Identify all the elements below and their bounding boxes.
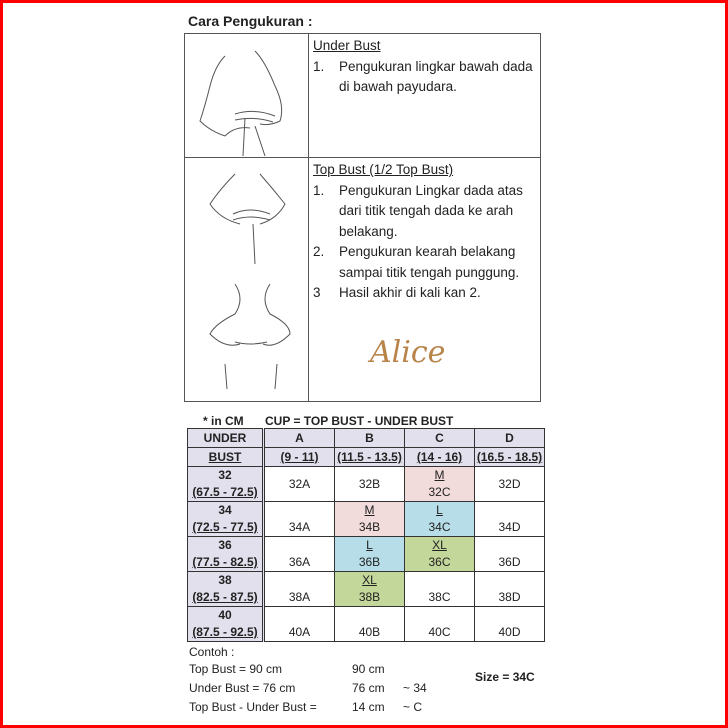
size-cell bbox=[264, 467, 335, 502]
example-line-label: Top Bust = 90 cm bbox=[189, 662, 283, 676]
example-line-value: 76 cm bbox=[352, 681, 385, 695]
garment-size: M bbox=[364, 503, 375, 517]
size-cell bbox=[405, 467, 475, 502]
header-cell: UNDER bbox=[188, 429, 264, 448]
step-number: 1. bbox=[313, 182, 325, 198]
size-cell bbox=[264, 502, 335, 537]
bra-size: 32B bbox=[358, 476, 381, 491]
under-bust-cell bbox=[188, 537, 264, 572]
size-cell bbox=[335, 537, 405, 572]
bra-size: 34C bbox=[428, 520, 451, 534]
header-cell: B bbox=[335, 429, 405, 448]
page-title: Cara Pengukuran : bbox=[188, 13, 313, 29]
top-bust-illustration bbox=[195, 164, 300, 394]
example-label: Contoh : bbox=[189, 645, 235, 659]
under-bust-heading: Under Bust bbox=[313, 38, 381, 53]
band-range: (72.5 - 77.5) bbox=[192, 520, 258, 534]
size-cell bbox=[335, 572, 405, 607]
table-row bbox=[188, 467, 545, 502]
header-cell: (14 - 16) bbox=[405, 448, 475, 467]
size-cell bbox=[405, 572, 475, 607]
bra-size: 32A bbox=[288, 476, 311, 491]
size-cell bbox=[264, 537, 335, 572]
size-cell bbox=[335, 607, 405, 642]
header-cell: (11.5 - 13.5) bbox=[335, 448, 405, 467]
header-cell: BUST bbox=[188, 448, 264, 467]
garment-size: L bbox=[436, 503, 443, 517]
under-bust-illustration bbox=[195, 46, 300, 156]
under-bust-cell bbox=[188, 502, 264, 537]
header-row bbox=[188, 448, 545, 467]
bra-size: 36C bbox=[428, 555, 451, 569]
example-result: Size = 34C bbox=[475, 670, 535, 684]
band-size: 32 bbox=[218, 468, 232, 482]
list-item bbox=[313, 57, 538, 98]
example-line-label: Under Bust = 76 cm bbox=[189, 681, 296, 695]
divider bbox=[308, 34, 309, 401]
step-text: Pengukuran kearah belakang sampai titik tengah punggung. bbox=[339, 244, 520, 280]
measurement-guide-box bbox=[184, 33, 541, 402]
size-cell bbox=[475, 467, 545, 502]
bra-size: 32D bbox=[498, 476, 521, 491]
list-item bbox=[313, 283, 538, 304]
bra-size: 34B bbox=[358, 520, 381, 534]
band-range: (82.5 - 87.5) bbox=[192, 590, 258, 604]
under-bust-cell bbox=[188, 467, 264, 502]
bra-size: 38D bbox=[498, 590, 521, 604]
bra-size: 36A bbox=[288, 555, 311, 569]
size-cell bbox=[335, 502, 405, 537]
step-number: 1. bbox=[313, 58, 325, 74]
step-text: Pengukuran Lingkar dada atas dari titik tengah dada ke arah belakang. bbox=[339, 182, 523, 239]
size-cell bbox=[475, 502, 545, 537]
step-number: 3 bbox=[313, 285, 321, 300]
table-row bbox=[188, 502, 545, 537]
step-number: 2. bbox=[313, 244, 325, 259]
bra-size: 36D bbox=[498, 555, 521, 569]
header-cell: (9 - 11) bbox=[264, 448, 335, 467]
size-cell bbox=[475, 537, 545, 572]
size-cell bbox=[405, 502, 475, 537]
under-bust-cell bbox=[188, 572, 264, 607]
bra-size: 32C bbox=[428, 485, 451, 499]
size-cell bbox=[335, 467, 405, 502]
bra-size: 40D bbox=[498, 625, 521, 639]
under-bust-cell bbox=[188, 607, 264, 642]
top-bust-heading: Top Bust (1/2 Top Bust) bbox=[313, 162, 454, 177]
bra-size: 38A bbox=[288, 590, 311, 604]
example-line-value: 14 cm bbox=[352, 700, 385, 714]
garment-size: XL bbox=[362, 573, 377, 587]
header-cell: (16.5 - 18.5) bbox=[475, 448, 545, 467]
size-table bbox=[187, 428, 545, 642]
band-range: (87.5 - 92.5) bbox=[192, 625, 258, 639]
header-cell: D bbox=[475, 429, 545, 448]
bra-size: 40A bbox=[288, 625, 311, 639]
band-range: (77.5 - 82.5) bbox=[192, 555, 258, 569]
band-size: 34 bbox=[218, 503, 232, 517]
bra-size: 40C bbox=[428, 625, 451, 639]
size-cell bbox=[264, 607, 335, 642]
band-size: 36 bbox=[218, 538, 232, 552]
step-text: Pengukuran lingkar bawah dada di bawah payudara. bbox=[339, 58, 533, 94]
divider bbox=[185, 157, 540, 158]
list-item bbox=[313, 181, 538, 243]
under-bust-section bbox=[313, 36, 538, 98]
bra-size: 34D bbox=[498, 520, 521, 534]
size-cell bbox=[475, 607, 545, 642]
unit-note: * in CM bbox=[203, 414, 244, 428]
alice-logo: Alice bbox=[370, 335, 446, 370]
example-line-label: Top Bust - Under Bust = bbox=[189, 700, 317, 714]
header-cell: A bbox=[264, 429, 335, 448]
garment-size: L bbox=[366, 538, 373, 552]
size-cell bbox=[405, 537, 475, 572]
size-cell bbox=[264, 572, 335, 607]
bra-size: 38C bbox=[428, 590, 451, 604]
band-range: (67.5 - 72.5) bbox=[192, 485, 258, 499]
table-row bbox=[188, 572, 545, 607]
header-cell: C bbox=[405, 429, 475, 448]
header-row bbox=[188, 429, 545, 448]
bra-size: 36B bbox=[358, 555, 381, 569]
step-text: Hasil akhir di kali kan 2. bbox=[339, 285, 481, 300]
example-line-value: 90 cm bbox=[352, 662, 385, 676]
top-bust-section bbox=[313, 160, 538, 304]
bra-size: 34A bbox=[288, 520, 311, 534]
band-size: 38 bbox=[218, 573, 232, 587]
cup-formula: CUP = TOP BUST - UNDER BUST bbox=[265, 414, 454, 428]
bra-size: 40B bbox=[358, 625, 381, 639]
example-line-result: ~ C bbox=[403, 700, 423, 714]
band-size: 40 bbox=[218, 608, 232, 622]
example-line-result: ~ 34 bbox=[403, 681, 427, 695]
size-cell bbox=[475, 572, 545, 607]
size-cell bbox=[405, 607, 475, 642]
garment-size: M bbox=[434, 468, 445, 482]
table-row bbox=[188, 607, 545, 642]
list-item bbox=[313, 242, 538, 283]
garment-size: XL bbox=[432, 538, 447, 552]
bra-size: 38B bbox=[358, 590, 381, 604]
table-row bbox=[188, 537, 545, 572]
